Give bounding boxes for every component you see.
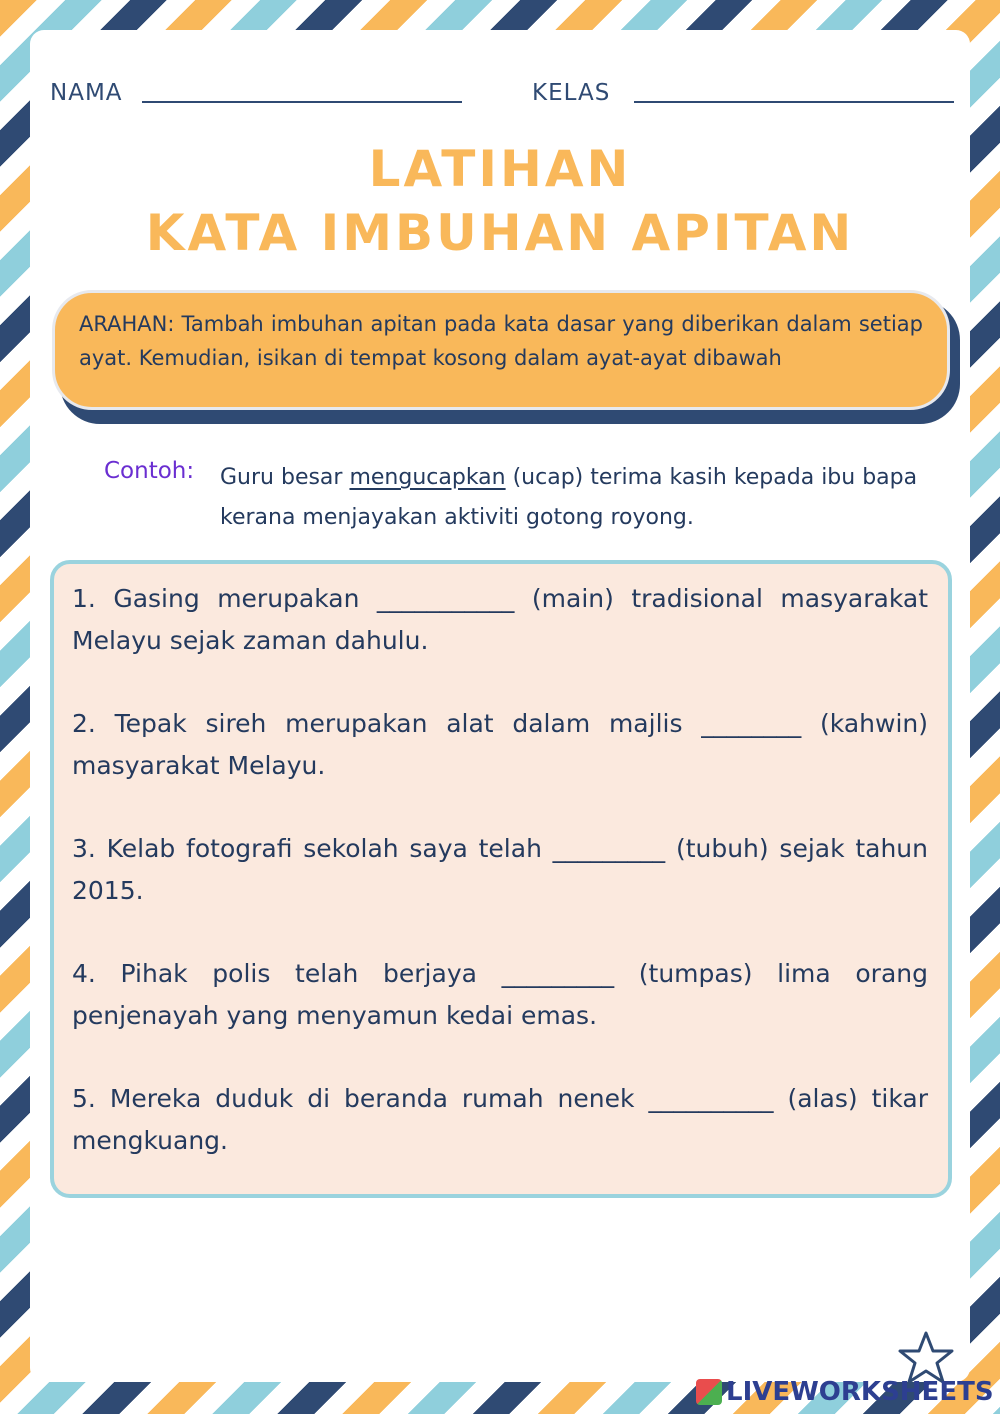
example-before: Guru besar — [220, 465, 350, 490]
example-after: (ucap) terima kasih kepada ibu bapa kerana menjayakan aktiviti gotong royong. — [220, 465, 918, 530]
kelas-input-line[interactable] — [634, 101, 954, 103]
question-2[interactable]: 2. Tepak sireh merupakan alat dalam majlis ________ (kahwin) masyarakat Melayu. — [72, 709, 928, 780]
liveworksheets-name: LIVEWORKSHEETS — [726, 1377, 994, 1407]
page-subtitle: KATA IMBUHAN APITAN — [145, 204, 855, 262]
liveworksheets-mark-icon — [696, 1379, 722, 1405]
question-5[interactable]: 5. Mereka duduk di beranda rumah nenek __________ (alas) tikar mengkuang. — [72, 1084, 928, 1155]
instruction-box — [52, 290, 950, 410]
example-sentence — [220, 458, 920, 538]
question-box — [50, 560, 952, 1198]
nama-label: NAMA — [50, 80, 123, 106]
page-title: LATIHAN — [368, 140, 632, 198]
example-label: Contoh: — [104, 458, 195, 484]
example-answer: mengucapkan — [349, 465, 506, 490]
question-4[interactable]: 4. Pihak polis telah berjaya _________ (tumpas) lima orang penjenayah yang menyamun kedai emas. — [72, 959, 928, 1030]
question-3[interactable]: 3. Kelab fotografi sekolah saya telah _________ (tubuh) sejak tahun 2015. — [72, 834, 928, 905]
kelas-label: KELAS — [532, 80, 611, 106]
instruction-text: ARAHAN: Tambah imbuhan apitan pada kata dasar yang diberikan dalam setiap ayat. Kemudian, isikan di tempat kosong dalam ayat-ayat dibawah — [79, 312, 923, 370]
nama-input-line[interactable] — [142, 101, 462, 103]
liveworksheets-logo — [696, 1374, 994, 1410]
question-1[interactable]: 1. Gasing merupakan ___________ (main) tradisional masyarakat Melayu sejak zaman dahulu. — [72, 584, 928, 655]
